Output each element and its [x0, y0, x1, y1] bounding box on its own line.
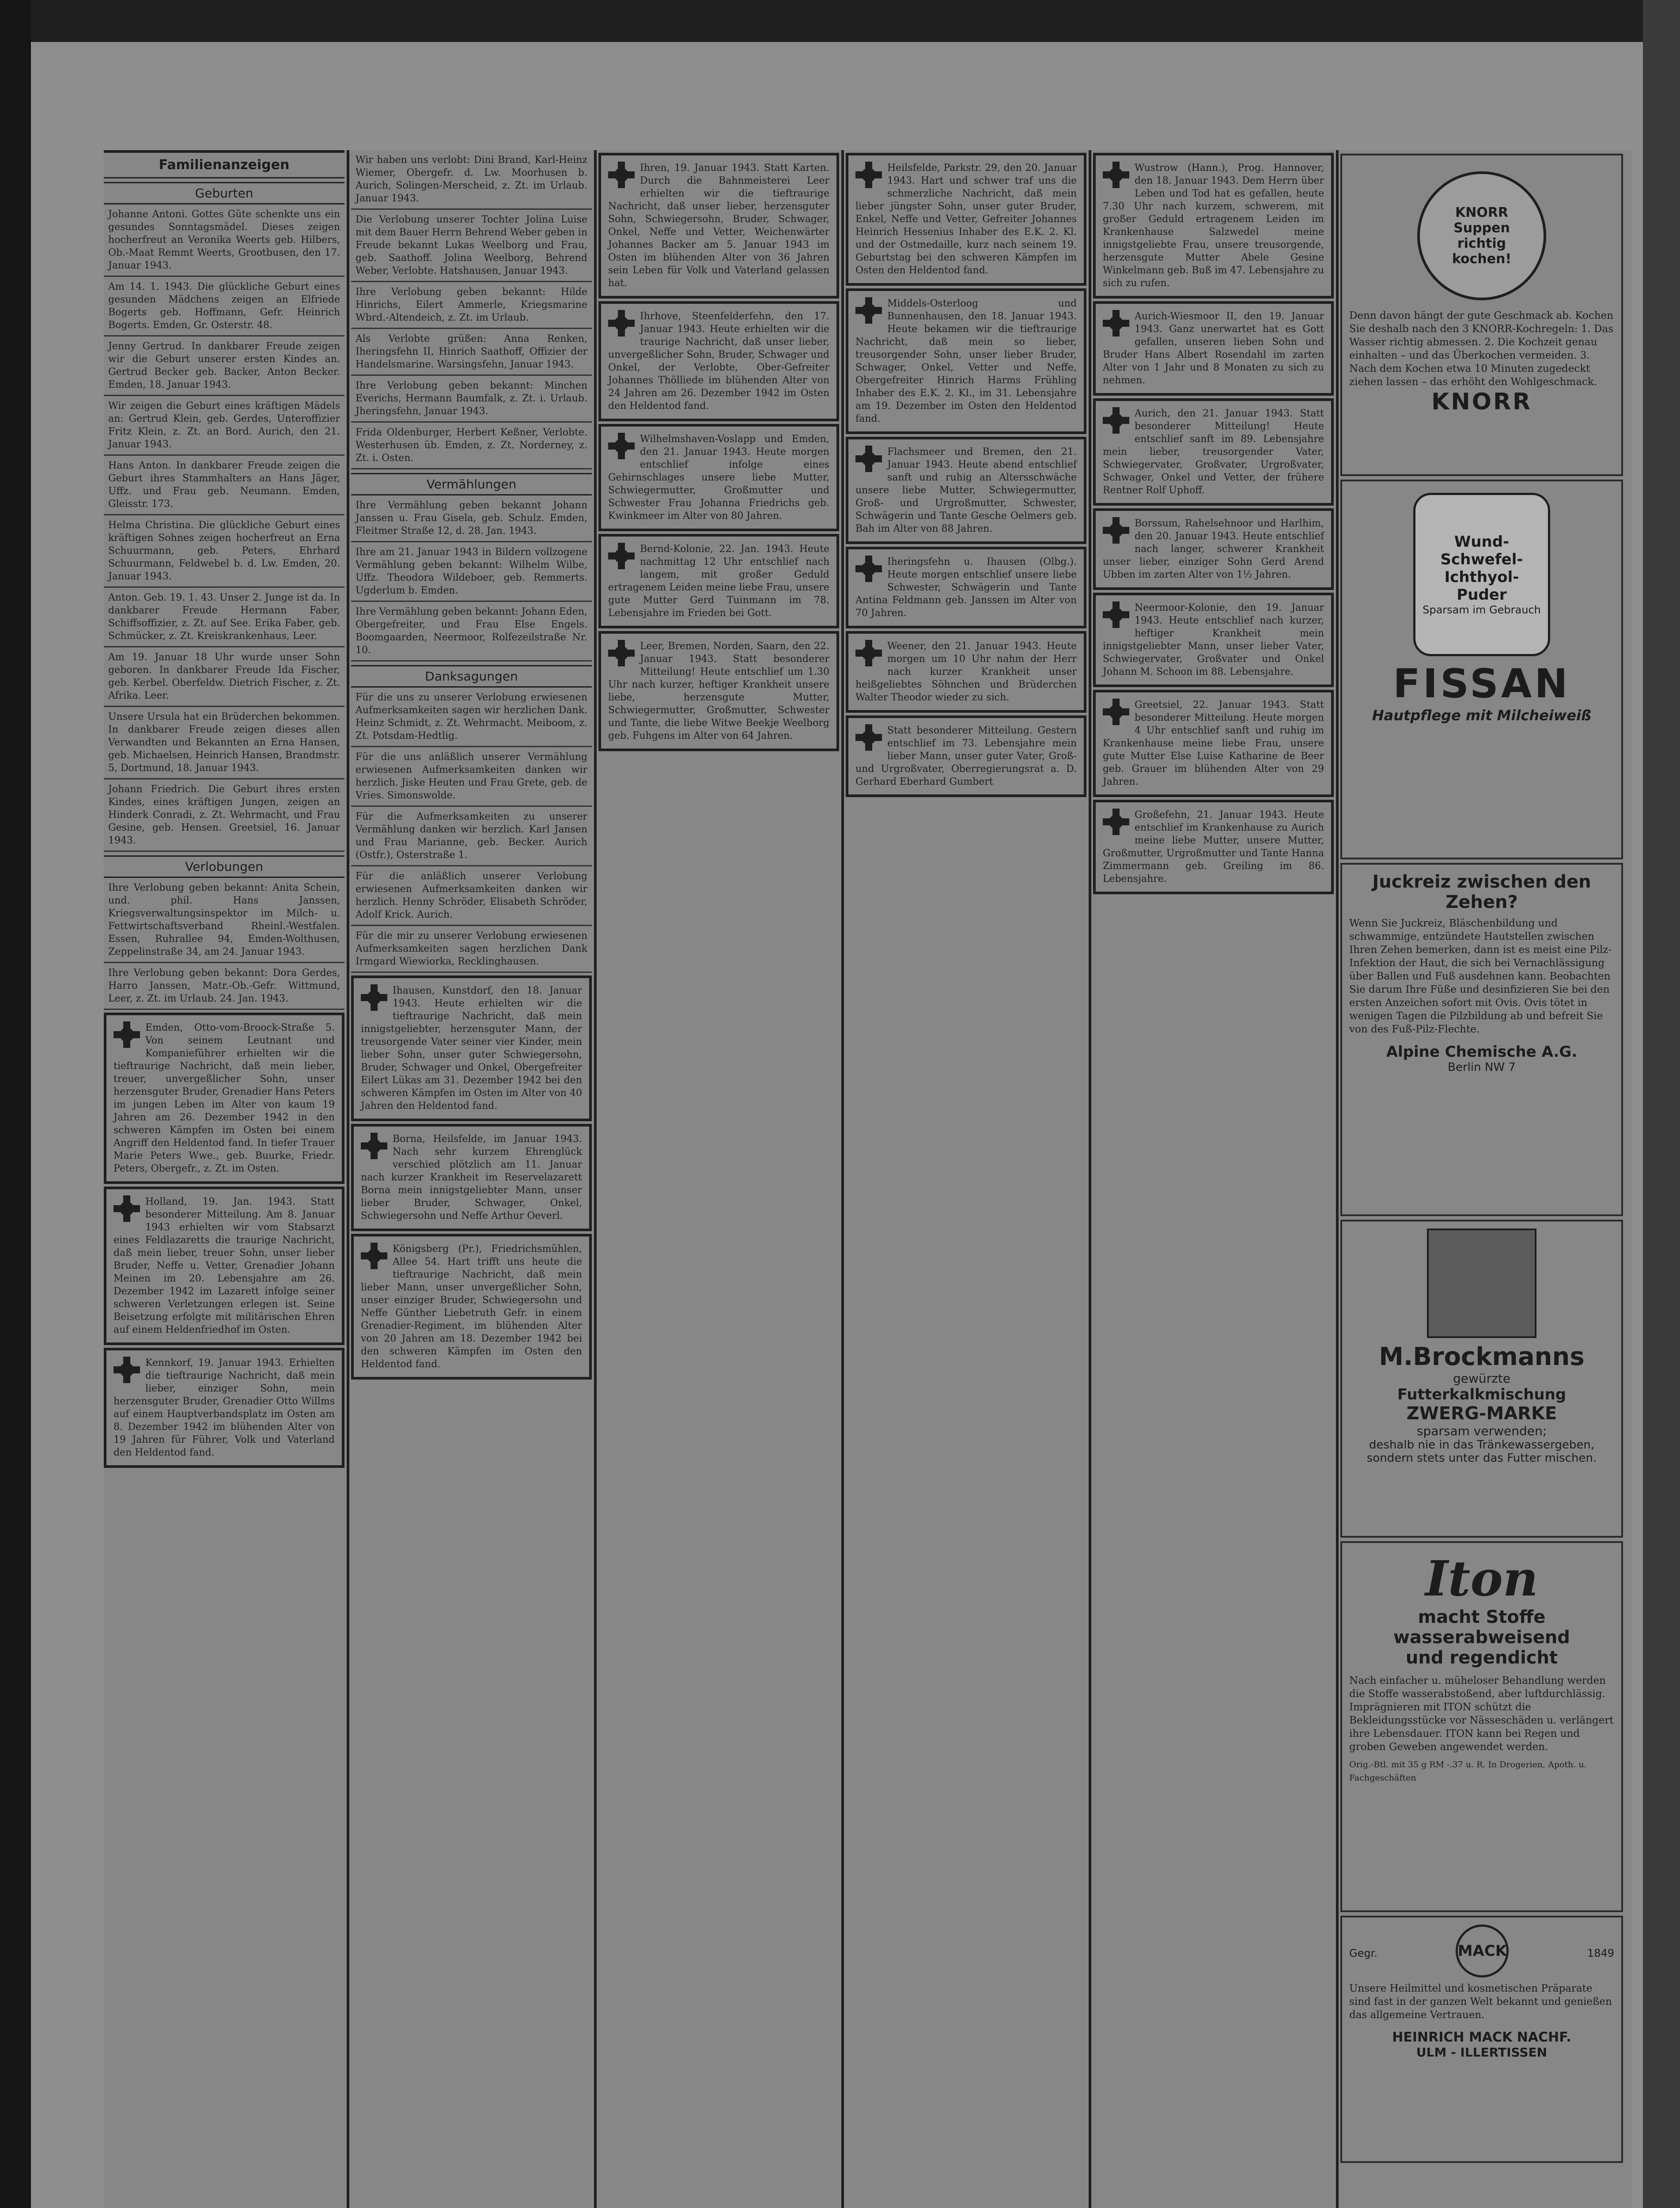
thanks-notice: Für die anläßlich unserer Verlobung erwiesenen Aufmerksamkeiten danken wir herzlich. Henny Schröder, Elisabeth Schröder, Adolf Krick. Aurich.: [351, 866, 592, 926]
thanks-list: [351, 688, 592, 973]
death-notice: [598, 301, 839, 421]
iron-cross-icon: [608, 310, 635, 336]
weddings-list: [351, 495, 592, 662]
iton-ad: [1340, 1541, 1623, 1912]
iron-cross-icon: [1103, 601, 1129, 628]
mack-city: ULM - ILLERTISSEN: [1416, 2045, 1548, 2060]
death-notice: [351, 1234, 592, 1380]
death-notice-text: Borna, Heilsfelde, im Januar 1943. Nach sehr kurzem Ehrenglück verschied plötzlich am 11. Januar nach kurzer Krankheit im Reservelazarett Borna mein innigstgeliebter Mann, unser lieber Bruder, Schwager, Onkel, Schwiegersohn und Neffe Arthur Oeverl.: [361, 1134, 582, 1221]
engagements-list: [104, 878, 344, 1010]
engagement-notice: Als Verlobte grüßen: Anna Renken, Iheringsfehn II, Hinrich Saathoff, Offizier der Handelsmarine. Warsingsfehn, Januar 1943.: [351, 329, 592, 376]
brockmann-line: gewürzte: [1453, 1371, 1511, 1386]
knorr-badge-brand: KNORR: [1455, 205, 1509, 220]
birth-notice: Jenny Gertrud. In dankbarer Freude zeigen wir die Geburt unserer ersten Kindes an. Gertrud Becker geb. Backer, Anton Becker. Emden, 18. Januar 1943.: [104, 336, 344, 396]
wedding-notice: Ihre Vermählung geben bekannt: Johann Eden, Obergefreiter, und Frau Else Engels. Boomgaarden, Neermoor, Rolfezeilstraße Nr. 10.: [351, 602, 592, 662]
death-notice: [846, 437, 1086, 544]
iron-cross-icon: [361, 984, 387, 1011]
birth-notice: Unsere Ursula hat ein Brüderchen bekommen. In dankbarer Freude zeigen dieses allen Verwandten und Bekannten an Erna Hansen, geb. Michaelsen, Heinrich Hansen, Brandmstr. 5, Dortmund, 18. Januar 1943.: [104, 707, 344, 779]
column-4: [846, 150, 1086, 800]
iron-cross-icon: [608, 162, 635, 188]
death-notices-col5: [1093, 153, 1334, 894]
iron-cross-icon: [608, 433, 635, 459]
column-2: [351, 150, 592, 1382]
death-notice: [598, 424, 839, 531]
section-weddings: Vermählungen: [351, 473, 592, 495]
can-label: Wund-: [1454, 533, 1510, 551]
iron-cross-icon: [361, 1243, 387, 1269]
birth-notice: Anton. Geb. 19. 1. 43. Unser 2. Junge ist da. In dankbarer Freude Hermann Faber, Schiffsoffizier, z. Zt. auf See. Erika Faber, geb. Schmücker, z. Zt. Kreiskrankenhaus, Leer.: [104, 588, 344, 647]
birth-notice: Johann Friedrich. Die Geburt ihres ersten Kindes, eines kräftigen Jungen, zeigen an Hinderk Conradi, z. Zt. Wehrmacht, und Frau Gesine, geb. Hensen. Greetsiel, 16. Januar 1943.: [104, 779, 344, 852]
brockmann-ad: [1340, 1220, 1623, 1538]
death-notice-text: Aurich-Wiesmoor II, den 19. Januar 1943. Ganz unerwartet hat es Gott gefallen, unseren lieben Sohn und Bruder Hans Albert Rosendahl im zarten Alter von 1 Jahr und 8 Monaten zu sich zu nehmen.: [1103, 311, 1324, 386]
knorr-ad: [1340, 154, 1623, 476]
iron-cross-icon: [855, 297, 882, 324]
iron-cross-icon: [361, 1133, 387, 1159]
death-notices-col3: [598, 153, 839, 751]
dwarf-illustration-icon: [1427, 1229, 1536, 1338]
can-label: Puder: [1457, 586, 1507, 604]
book-binding: [0, 0, 31, 2208]
death-notices-col2: [351, 975, 592, 1380]
death-notice: [846, 153, 1086, 286]
death-notice-text: Großefehn, 21. Januar 1943. Heute entschlief im Krankenhause zu Aurich meine liebe Mutter, unsere Mutter, Großmutter, Urgroßmutter und Tante Hanna Zimmermann geb. Greiling im 86. Lebensjahre.: [1103, 809, 1324, 885]
wedding-notice: Ihre Vermählung geben bekannt Johann Janssen u. Frau Gisela, geb. Schulz. Emden, Fleitmer Straße 12, d. 28. Jan. 1943.: [351, 495, 592, 542]
iron-cross-icon: [855, 640, 882, 666]
engagement-notice: Frida Oldenburger, Herbert Keßner, Verlobte. Westerhusen üb. Emden, z. Zt. Norderney, z. Zt. i. Osten.: [351, 423, 592, 469]
column-1: [104, 150, 344, 1471]
death-notice-text: Emden, Otto-vom-Broock-Straße 5. Von seinem Leutnant und Kompanieführer erhielten wir die tieftraurige Nachricht, daß mein lieber, treuer, unvergeßlicher Sohn, unser herzensguter Bruder, Grenadier Hans Peters im jungen Leben im Alter von kaum 19 Jahren am 26. Dezember 1942 in den schweren Kämpfen im Osten bei einem Angriff den Heldentod fand. In tiefer Trauer Marie Peters Wwe., geb. Buurke, Friedr. Peters, Obergefr., z. Zt. im Osten.: [114, 1022, 335, 1174]
death-notice: [351, 975, 592, 1121]
iton-line: wasserabweisend: [1393, 1627, 1570, 1648]
death-notice: [598, 631, 839, 751]
brockmann-line: deshalb nie in das Tränkewassergeben, sondern stets unter das Futter mischen.: [1366, 1438, 1597, 1465]
death-notice-text: Flachsmeer und Bremen, den 21. Januar 1943. Heute abend entschlief sanft und ruhig an Altersschwäche unsere liebe Mutter, Schwiegermutter, Groß- und Urgroßmutter, Schwester, Schwägerin und Tante Gesche Oelmers geb. Bah im Alter von 88 Jahren.: [855, 446, 1077, 534]
section-thanks: Danksagungen: [351, 665, 592, 688]
death-notice-text: Ihrhove, Steenfelderfehn, den 17. Januar 1943. Heute erhielten wir die traurige Nachricht, daß unser lieber, unvergeßlicher Sohn, Bruder, Schwager und Onkel, der Verlobte, Ober-Gefreiter Johannes Thölliede im blühenden Alter von 24 Jahren am 26. Dezember 1942 im Osten den Heldentod fand.: [608, 311, 829, 412]
iron-cross-icon: [608, 640, 635, 666]
iron-cross-icon: [114, 1021, 140, 1048]
death-notice-text: Iheringsfehn u. Ihausen (Olbg.). Heute morgen entschlief unsere liebe Schwester, Schwägerin und Tante Antina Feldmann geb. Janssen im Alter von 70 Jahren.: [855, 556, 1077, 619]
mack-logo: MACK: [1456, 1924, 1509, 1977]
engagement-notice: Ihre Verlobung geben bekannt: Hilde Hinrichs, Eilert Ammerle, Kriegsmarine Wbrd.-Altendeich, z. Zt. im Urlaub.: [351, 282, 592, 329]
death-notice-text: Bernd-Kolonie, 22. Jan. 1943. Heute nachmittag 12 Uhr entschlief nach langem, mit großer Geduld ertragenem Leiden meine liebe Frau, unsere gute Mutter Gerd Tuinmann im 78. Lebensjahre im Frieden bei Gott.: [608, 544, 829, 619]
mack-year: 1849: [1587, 1947, 1614, 1959]
fissan-subtitle: Hautpflege mit Milcheiweiß: [1372, 707, 1592, 724]
death-notices-col4: [846, 153, 1086, 797]
death-notice-text: Ihren, 19. Januar 1943. Statt Karten. Durch die Bahnmeisterei Leer erhielten wir die tieftraurige Nachricht, daß unser lieber, herzensguter Sohn, Schwiegersohn, Bruder, Schwager, Onkel, Neffe und Vetter, Weichenwärter Johannes Backer am 5. Januar 1943 im Osten im blühenden Alter von 36 Jahren sein Leben für Volk und Vaterland gelassen hat.: [608, 163, 829, 289]
iton-line: und regendicht: [1405, 1648, 1558, 1668]
death-notice: [1093, 690, 1334, 797]
iton-small: Orig.-Btl. mit 35 g RM -.37 u. R. In Drogerien, Apoth. u. Fachgeschäften: [1349, 1760, 1587, 1783]
death-notice: [846, 715, 1086, 797]
knorr-badge: [1417, 171, 1546, 300]
death-notice: [846, 547, 1086, 628]
column-rule: [1089, 150, 1091, 2208]
iron-cross-icon: [855, 724, 882, 751]
column-5: [1093, 150, 1334, 897]
birth-notice: Hans Anton. In dankbarer Freude zeigen die Geburt ihres Stammhalters an Hans Jäger, Uffz. und Frau geb. Neumann. Emden, Gleisstr. 173.: [104, 456, 344, 515]
death-notice-text: Aurich, den 21. Januar 1943. Statt besonderer Mitteilung! Heute entschlief sanft im 89. Lebensjahre mein lieber, treusorgender Vater, Schwiegervater, Großvater, Urgroßvater, Schwager, Onkel und Vetter, der frühere Rentner Rolf Uphoff.: [1103, 408, 1324, 496]
engagements-list-2: [351, 150, 592, 469]
right-edge-strip: [1643, 0, 1680, 2208]
iron-cross-icon: [114, 1195, 140, 1222]
column-rule: [594, 150, 597, 2208]
iton-logo: Iton: [1425, 1550, 1538, 1607]
column-rule: [347, 150, 349, 2208]
juckreiz-company: Alpine Chemische A.G.: [1386, 1043, 1578, 1061]
can-label: Schwefel-: [1440, 551, 1523, 568]
brockmann-line: sparsam verwenden;: [1416, 1424, 1547, 1438]
death-notice: [351, 1124, 592, 1231]
birth-notice: Helma Christina. Die glückliche Geburt eines kräftigen Sohnes zeigen hocherfreut an Erna Schuurmann, geb. Peters, Ehrhard Schuurmann, Feldwebel b. d. Lw. Emden, 20. Januar 1943.: [104, 515, 344, 588]
iron-cross-icon: [1103, 809, 1129, 835]
death-notice-text: Königsberg (Pr.), Friedrichsmühlen, Allee 54. Hart trifft uns heute die tieftraurige Nachricht, daß mein lieber Mann, unser unvergeßlicher Sohn, unser einziger Bruder, Schwiegersohn und Neffe Günther Liebetruth Gefr. in einem Grenadier-Regiment, im blühenden Alter von 20 Jahren am 18. Dezember 1942 bei den schweren Kämpfen im Osten den Heldentod fand.: [361, 1244, 582, 1370]
death-notice: [598, 534, 839, 628]
section-header: Familienanzeigen: [104, 150, 344, 178]
thanks-notice: Für die uns zu unserer Verlobung erwiesenen Aufmerksamkeiten sagen wir herzlichen Dank. Heinz Schmidt, z. Zt. Wehrmacht. Meiboom, z. Zt. Potsdam-Hedtlig.: [351, 688, 592, 747]
thanks-notice: Für die uns anläßlich unserer Vermählung erwiesenen Aufmerksamkeiten danken wir herzlich. Jiske Heuten und Frau Grete, geb. de Vries. Simonswolde.: [351, 747, 592, 807]
knorr-badge-line: kochen!: [1452, 251, 1512, 267]
death-notice: [598, 153, 839, 299]
death-notice: [104, 1348, 344, 1468]
engagement-notice: Wir haben uns verlobt: Dini Brand, Karl-Heinz Wiemer, Obergefr. d. Lw. Moorhusen b. Aurich, Solingen-Merscheid, z. Zt. im Urlaub. Januar 1943.: [351, 150, 592, 210]
brockmann-logo: M.Brockmanns: [1379, 1342, 1585, 1371]
juckreiz-city: Berlin NW 7: [1448, 1061, 1516, 1074]
iron-cross-icon: [608, 543, 635, 569]
engagement-notice: Ihre Verlobung geben bekannt: Minchen Everichs, Hermann Baumfalk, z. Zt. i. Urlaub. Jheringsfehn, Januar 1943.: [351, 376, 592, 423]
juckreiz-text: Wenn Sie Juckreiz, Bläschenbildung und schwammige, entzündete Hautstellen zwischen Ihren Zehen bemerken, dann ist es meist eine Pilz-Infektion der Haut, die sich bei Vernachlässigung über Ballen und Fuß ausdehnen kann. Beobachten Sie darum Ihre Füße und desinfizieren Sie bei den ersten Anzeichen sofort mit Ovis. Ovis tötet in wenigen Tagen die Pilzbildung ab und befreit Sie von des Fuß-Pilz-Flechte.: [1349, 918, 1612, 1035]
engagement-notice: Ihre Verlobung geben bekannt: Dora Gerdes, Harro Janssen, Matr.-Ob.-Gefr. Wittmund, Leer, z. Zt. im Urlaub. 24. Jan. 1943.: [104, 963, 344, 1010]
knorr-badge-line: richtig: [1457, 236, 1506, 251]
column-ads: [1340, 150, 1623, 2166]
mack-text: Unsere Heilmittel und kosmetischen Präparate sind fast in der ganzen Welt bekannt und genießen das allgemeine Vertrauen.: [1349, 1983, 1612, 2021]
death-notice-text: Weener, den 21. Januar 1943. Heute morgen um 10 Uhr nahm der Herr nach kurzer Krankheit unser heißgeliebtes Söhnchen und Brüderchen Walter Theodor wieder zu sich.: [855, 641, 1077, 703]
births-list: [104, 204, 344, 852]
birth-notice: Johanne Antoni. Gottes Güte schenkte uns ein gesundes Sonntagsmädel. Dieses zeigen hocherfreut an Veronika Weerts geb. Hilbers, Ob.-Maat Remmt Weerts, Grootbusen, den 17. Januar 1943.: [104, 204, 344, 277]
death-notice: [1093, 153, 1334, 299]
death-notice-text: Greetsiel, 22. Januar 1943. Statt besonderer Mitteilung. Heute morgen 4 Uhr entschlief sanft und ruhig im Krankenhause meine liebe Frau, unsere gute Mutter Else Luise Katharine de Beer geb. Grauer im blühenden Alter von 29 Jahren.: [1103, 699, 1324, 787]
death-notices-col1: [104, 1013, 344, 1468]
death-notice-text: Statt besonderer Mitteilung. Gestern entschlief im 73. Lebensjahre mein lieber Mann, unser guter Vater, Groß- und Urgroßvater, Oberregierungsrat a. D. Gerhard Eberhard Gumbert: [855, 725, 1077, 787]
section-births: Geburten: [104, 182, 344, 204]
iton-text: Nach einfacher u. müheloser Behandlung werden die Stoffe wasserabstoßend, aber luftdurchlässig. Imprägnieren mit ITON schützt die Bekleidungsstücke vor Nässeschäden u. verlängert ihre Lebensdauer. ITON kann bei Regen und groben Geweben angewendet werden.: [1349, 1675, 1614, 1753]
iron-cross-icon: [1103, 162, 1129, 188]
brockmann-line: Futterkalkmischung: [1397, 1386, 1566, 1403]
knorr-badge-line: Suppen: [1453, 220, 1510, 236]
death-notice-text: Borssum, Rahelsehnoor und Harlhim, den 20. Januar 1943. Heute entschlief nach langer, schwerer Krankheit unser lieber, einziger Sohn Gerd Arend Ubben im zarten Alter von 1½ Jahren.: [1103, 518, 1324, 580]
death-notice-text: Leer, Bremen, Norden, Saarn, den 22. Januar 1943. Statt besonderer Mitteilung! Heute entschlief um 1.30 Uhr nach kurzer, heftiger Krankheit unsere liebe, herzensgute Mutter, Schwiegermutter, Großmutter, Schwester und Tante, die liebe Witwe Beekje Weelborg geb. Fuhgens im Alter von 64 Jahren.: [608, 641, 829, 741]
birth-notice: Am 14. 1. 1943. Die glückliche Geburt eines gesunden Mädchens zeigen an Elfriede Bogerts geb. Hoffmann, Gefr. Heinrich Bogerts. Emden, Gr. Osterstr. 48.: [104, 277, 344, 336]
can-label: Sparsam im Gebrauch: [1423, 604, 1541, 616]
death-notice-text: Holland, 19. Jan. 1943. Statt besonderer Mitteilung. Am 8. Januar 1943 erhielten wir vom Stabsarzt eines Feldlazaretts die traurige Nachricht, daß mein lieber, treuer Sohn, unser lieber Bruder, Neffe u. Vetter, Grenadier Johann Meinen im 20. Lebensjahre am 26. Dezember 1942 im Lazarett infolge seiner schweren Verletzungen erlegen ist. Seine Beisetzung erfolgte mit militärischen Ehren auf einem Heldenfriedhof im Osten.: [114, 1196, 335, 1335]
death-notice: [846, 631, 1086, 713]
iron-cross-icon: [855, 556, 882, 582]
death-notice-text: Heilsfelde, Parkstr. 29, den 20. Januar 1943. Hart und schwer traf uns die schmerzliche Nachricht, daß mein lieber jüngster Sohn, unser guter Bruder, Enkel, Neffe und Vetter, Gefreiter Johannes Heinrich Hessenius Inhaber des E.K. 2. Kl. und der Ostmedaille, kurz nach seinem 19. Geburtstag bei den schweren Kämpfen im Osten den Heldentod fand.: [855, 163, 1077, 276]
birth-notice: Am 19. Januar 18 Uhr wurde unser Sohn geboren. In dankbarer Freude Ida Fischer, geb. Kerbel. Oberfeldw. Dietrich Fischer, z. Zt. Afrika. Leer.: [104, 647, 344, 707]
death-notice: [846, 288, 1086, 434]
column-rule: [1336, 150, 1339, 2208]
death-notice-text: Ihausen, Kunstdorf, den 18. Januar 1943. Heute erhielten wir die tieftraurige Nachricht, daß mein innigstgeliebter, herzensguter Mann, der treusorgende Vater seiner vier Kinder, mein lieber Sohn, unser guter Schwiegersohn, Bruder, Schwager und Onkel, Obergefreiter Eilert Lükas am 31. Dezember 1942 bei den schweren Kämpfen im Osten im Alter von 40 Jahren den Heldentod fand.: [361, 985, 582, 1112]
thanks-notice: Für die Aufmerksamkeiten zu unserer Vermählung danken wir herzlich. Karl Jansen und Frau Marianne, geb. Becker. Aurich (Ostfr.), Osterstraße 1.: [351, 807, 592, 866]
death-notice: [104, 1013, 344, 1184]
mack-ad: [1340, 1916, 1623, 2163]
death-notice-text: Neermoor-Kolonie, den 19. Januar 1943. Heute entschlief nach kurzer, heftiger Krankheit mein innigstgeliebter Mann, unser lieber Vater, Schwiegervater, Großvater und Onkel Johann M. Schoon im 88. Lebensjahre.: [1103, 602, 1324, 677]
juckreiz-ad: [1340, 863, 1623, 1216]
iron-cross-icon: [1103, 699, 1129, 725]
section-engagements: Verlobungen: [104, 855, 344, 878]
death-notice: [1093, 508, 1334, 590]
column-rule: [841, 150, 844, 2208]
engagement-notice: Die Verlobung unserer Tochter Jolina Luise mit dem Bauer Herrn Behrend Weber geben in Freude bekannt Lukas Weelborg und Frau, geb. Saathoff. Jolina Weelborg, Behrend Weber, Verlobte. Hatshausen, Januar 1943.: [351, 210, 592, 282]
can-label: Ichthyol-: [1444, 568, 1519, 586]
iron-cross-icon: [1103, 310, 1129, 336]
death-notice: [1093, 398, 1334, 506]
death-notice-text: Wilhelmshaven-Voslapp und Emden, den 21. Januar 1943. Heute morgen entschlief infolge eines Gehirnschlages unsere liebe Mutter, Schwiegermutter, Großmutter und Schwester Frau Johanna Friedrichs geb. Kwinkmeer im Alter von 80 Jahren.: [608, 434, 829, 522]
thanks-notice: Für die mir zu unserer Verlobung erwiesenen Aufmerksamkeiten sagen herzlichen Dank Irmgard Wiewiorka, Recklinghausen.: [351, 926, 592, 973]
fissan-ad: [1340, 480, 1623, 859]
juckreiz-title: Juckreiz zwischen den Zehen?: [1372, 872, 1591, 912]
column-3: [598, 150, 839, 754]
brockmann-line: ZWERG-MARKE: [1406, 1403, 1557, 1424]
iron-cross-icon: [1103, 407, 1129, 434]
death-notice-text: Kennkorf, 19. Januar 1943. Erhielten die tieftraurige Nachricht, daß mein lieber, einziger Sohn, mein herzensguter Bruder, Grenadier Otto Willms auf einem Hauptverbandsplatz im Osten am 8. Dezember 1942 im blühenden Alter von 19 Jahren für Führer, Volk und Vaterland den Heldentod fand.: [114, 1357, 335, 1458]
newspaper-page: [104, 150, 1632, 2208]
death-notice-text: Middels-Osterloog und Bunnenhausen, den 18. Januar 1943. Heute bekamen wir die tieftraurige Nachricht, daß mein so lieber, treusorgender Sohn, unser lieber Bruder, Schwager, Onkel, Vetter und Neffe, Obergefreiter Hinrich Harms Frühling Inhaber des E.K. 2. Kl., im 31. Lebensjahre am 19. Dezember im Osten den Heldentod fand.: [855, 298, 1077, 424]
iron-cross-icon: [114, 1357, 140, 1383]
iron-cross-icon: [855, 446, 882, 472]
iron-cross-icon: [855, 162, 882, 188]
death-notice: [1093, 800, 1334, 894]
wedding-notice: Ihre am 21. Januar 1943 in Bildern vollzogene Vermählung geben bekannt: Wilhelm Wilbe, Uffz. Theodora Wildeboer, geb. Remmerts. Ugderlum b. Emden.: [351, 542, 592, 602]
fissan-logo: FISSAN: [1393, 661, 1570, 707]
iron-cross-icon: [1103, 517, 1129, 544]
engagement-notice: Ihre Verlobung geben bekannt: Anita Schein, und. phil. Hans Janssen, Kriegsverwaltungsinspektor im Milch- u. Fettwirtschaftsverband Rheinl.-Westfalen. Essen, Ruhrallee 94, Emden-Wolthusen, Zeppelinstraße 34, am 24. Januar 1943.: [104, 878, 344, 963]
powder-can-icon: [1413, 493, 1550, 656]
mack-founded-label: Gegr.: [1349, 1947, 1377, 1959]
mack-company: HEINRICH MACK NACHF.: [1392, 2030, 1571, 2045]
knorr-logo: KNORR: [1431, 389, 1532, 415]
death-notice: [1093, 593, 1334, 687]
death-notice: [1093, 301, 1334, 396]
death-notice-text: Wustrow (Hann.), Prog. Hannover, den 18. Januar 1943. Dem Herrn über Leben und Tod hat es gefallen, heute 7.30 Uhr nach kurzem, schwerem, mit großer Geduld ertragenem Leiden im Krankenhause Salzwedel meine innigstgeliebte Frau, unsere treusorgende, herzensgute Mutter Abele Gesine Winkelmann geb. Buß im 47. Lebensjahre zu sich zu rufen.: [1103, 163, 1324, 289]
birth-notice: Wir zeigen die Geburt eines kräftigen Mädels an: Gertrud Klein, geb. Gerdes, Unteroffizier Fritz Klein, z. Zt. an Bord. Aurich, den 21. Januar 1943.: [104, 396, 344, 456]
iton-line: macht Stoffe: [1418, 1607, 1546, 1627]
death-notice: [104, 1187, 344, 1345]
knorr-text: Denn davon hängt der gute Geschmack ab. Kochen Sie deshalb nach den 3 KNORR-Kochregeln: 1. Das Wasser richtig abmessen. 2. Die Kochzeit genau einhalten – und das Überkochen vermeiden. 3. Nach dem Kochen etwa 10 Minuten zugedeckt ziehen lassen – das erhöht den Wohlgeschmack.: [1349, 310, 1614, 388]
